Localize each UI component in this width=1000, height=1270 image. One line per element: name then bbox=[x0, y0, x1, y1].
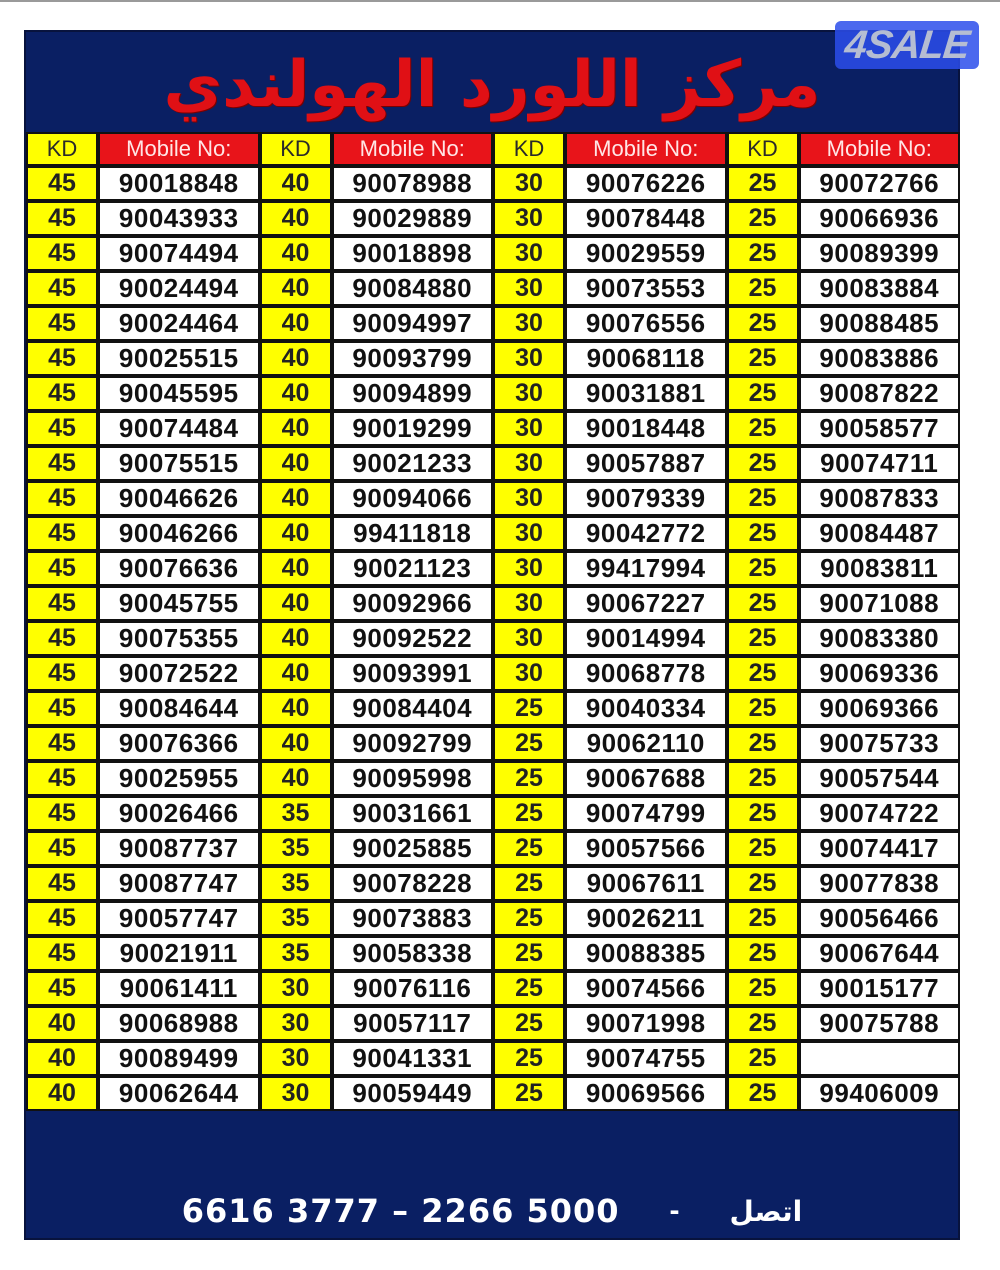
mobile-number-cell: 90084404 bbox=[332, 691, 494, 726]
price-cell: 40 bbox=[260, 726, 332, 761]
price-cell: 30 bbox=[260, 1041, 332, 1076]
mobile-number-cell: 90076636 bbox=[98, 551, 260, 586]
mobile-number-cell: 90018898 bbox=[332, 236, 494, 271]
mobile-number-cell: 90071998 bbox=[565, 1006, 727, 1041]
price-cell: 30 bbox=[260, 971, 332, 1006]
table-row bbox=[26, 271, 960, 306]
price-cell: 25 bbox=[727, 236, 799, 271]
price-cell: 45 bbox=[26, 411, 98, 446]
column-header-mobile: Mobile No: bbox=[799, 132, 961, 166]
price-cell: 25 bbox=[493, 761, 565, 796]
mobile-number-cell: 90087822 bbox=[799, 376, 961, 411]
mobile-number-cell: 90076116 bbox=[332, 971, 494, 1006]
mobile-number-cell: 90059449 bbox=[332, 1076, 494, 1111]
mobile-number-cell: 90074755 bbox=[565, 1041, 727, 1076]
mobile-number-cell: 90095998 bbox=[332, 761, 494, 796]
mobile-number-cell: 90026211 bbox=[565, 901, 727, 936]
price-cell: 25 bbox=[493, 691, 565, 726]
mobile-number-cell: 90074722 bbox=[799, 796, 961, 831]
4sale-watermark-badge bbox=[835, 21, 979, 69]
table-row bbox=[26, 621, 960, 656]
mobile-number-cell: 90071088 bbox=[799, 586, 961, 621]
price-cell: 25 bbox=[727, 936, 799, 971]
price-cell: 30 bbox=[493, 236, 565, 271]
table-row bbox=[26, 201, 960, 236]
price-cell: 45 bbox=[26, 691, 98, 726]
price-cell: 30 bbox=[260, 1006, 332, 1041]
price-cell: 45 bbox=[26, 306, 98, 341]
table-body bbox=[26, 166, 960, 1111]
table-row bbox=[26, 166, 960, 201]
mobile-number-cell: 90045755 bbox=[98, 586, 260, 621]
price-cell: 35 bbox=[260, 866, 332, 901]
price-cell: 25 bbox=[727, 201, 799, 236]
mobile-number-cell: 99406009 bbox=[799, 1076, 961, 1111]
price-cell: 35 bbox=[260, 901, 332, 936]
price-cell: 25 bbox=[727, 1006, 799, 1041]
price-cell: 30 bbox=[260, 1076, 332, 1111]
price-cell: 35 bbox=[260, 831, 332, 866]
table-row bbox=[26, 1006, 960, 1041]
price-cell: 25 bbox=[727, 341, 799, 376]
table-row bbox=[26, 831, 960, 866]
mobile-number-cell: 90078448 bbox=[565, 201, 727, 236]
price-cell: 40 bbox=[260, 621, 332, 656]
price-cell: 25 bbox=[727, 551, 799, 586]
mobile-number-cell: 99411818 bbox=[332, 516, 494, 551]
mobile-number-cell: 90093991 bbox=[332, 656, 494, 691]
mobile-number-cell: 90058577 bbox=[799, 411, 961, 446]
table-row bbox=[26, 341, 960, 376]
mobile-number-cell: 90089499 bbox=[98, 1041, 260, 1076]
column-header-mobile: Mobile No: bbox=[98, 132, 260, 166]
price-cell: 40 bbox=[260, 341, 332, 376]
price-cell: 45 bbox=[26, 271, 98, 306]
mobile-number-cell: 90021123 bbox=[332, 551, 494, 586]
mobile-number-cell: 90083886 bbox=[799, 341, 961, 376]
price-cell: 25 bbox=[727, 656, 799, 691]
price-cell: 30 bbox=[493, 271, 565, 306]
mobile-number-cell: 90025885 bbox=[332, 831, 494, 866]
mobile-number-cell: 90078988 bbox=[332, 166, 494, 201]
mobile-number-cell: 90019299 bbox=[332, 411, 494, 446]
mobile-number-cell: 90018448 bbox=[565, 411, 727, 446]
mobile-number-cell: 90068118 bbox=[565, 341, 727, 376]
mobile-number-cell: 90073553 bbox=[565, 271, 727, 306]
table-row bbox=[26, 1076, 960, 1111]
price-cell: 30 bbox=[493, 446, 565, 481]
column-header-kd: KD bbox=[493, 132, 565, 166]
table-row bbox=[26, 726, 960, 761]
price-cell: 40 bbox=[260, 516, 332, 551]
mobile-number-cell: 90069366 bbox=[799, 691, 961, 726]
mobile-number-cell: 90043933 bbox=[98, 201, 260, 236]
price-cell: 45 bbox=[26, 551, 98, 586]
mobile-number-cell: 90075733 bbox=[799, 726, 961, 761]
mobile-number-cell: 90018848 bbox=[98, 166, 260, 201]
price-cell: 25 bbox=[493, 936, 565, 971]
mobile-number-cell: 90041331 bbox=[332, 1041, 494, 1076]
table-row bbox=[26, 411, 960, 446]
price-cell: 25 bbox=[727, 831, 799, 866]
mobile-number-cell: 90076556 bbox=[565, 306, 727, 341]
mobile-number-cell: 90042772 bbox=[565, 516, 727, 551]
price-cell: 45 bbox=[26, 201, 98, 236]
mobile-number-cell: 90075355 bbox=[98, 621, 260, 656]
mobile-number-cell: 90024494 bbox=[98, 271, 260, 306]
mobile-number-cell: 90026466 bbox=[98, 796, 260, 831]
price-cell: 30 bbox=[493, 481, 565, 516]
column-header-kd: KD bbox=[727, 132, 799, 166]
mobile-number-cell: 90087833 bbox=[799, 481, 961, 516]
mobile-number-cell: 90025515 bbox=[98, 341, 260, 376]
mobile-number-cell: 90093799 bbox=[332, 341, 494, 376]
price-cell: 45 bbox=[26, 446, 98, 481]
table-row bbox=[26, 796, 960, 831]
mobile-number-cell: 90046626 bbox=[98, 481, 260, 516]
column-header-kd: KD bbox=[26, 132, 98, 166]
mobile-number-cell: 90057887 bbox=[565, 446, 727, 481]
price-cell: 30 bbox=[493, 166, 565, 201]
mobile-number-cell: 90029889 bbox=[332, 201, 494, 236]
price-cell: 35 bbox=[260, 936, 332, 971]
mobile-number-cell: 90076226 bbox=[565, 166, 727, 201]
mobile-number-cell: 90066936 bbox=[799, 201, 961, 236]
mobile-number-cell: 90087737 bbox=[98, 831, 260, 866]
contact-footer bbox=[26, 1184, 958, 1238]
table-row bbox=[26, 1041, 960, 1076]
table-row bbox=[26, 761, 960, 796]
price-cell: 30 bbox=[493, 621, 565, 656]
price-cell: 30 bbox=[493, 551, 565, 586]
mobile-number-cell: 90021233 bbox=[332, 446, 494, 481]
table-row bbox=[26, 691, 960, 726]
price-cell: 45 bbox=[26, 621, 98, 656]
mobile-number-cell: 90092799 bbox=[332, 726, 494, 761]
mobile-number-cell: 90045595 bbox=[98, 376, 260, 411]
title-band bbox=[26, 32, 958, 132]
mobile-number-cell: 90083884 bbox=[799, 271, 961, 306]
mobile-number-cell: 90083380 bbox=[799, 621, 961, 656]
mobile-number-cell: 90021911 bbox=[98, 936, 260, 971]
price-cell: 45 bbox=[26, 726, 98, 761]
price-cell: 25 bbox=[727, 446, 799, 481]
price-cell: 45 bbox=[26, 936, 98, 971]
price-cell: 25 bbox=[493, 866, 565, 901]
price-cell: 25 bbox=[727, 761, 799, 796]
mobile-number-cell: 90077838 bbox=[799, 866, 961, 901]
price-cell: 30 bbox=[493, 586, 565, 621]
mobile-number-cell: 90062110 bbox=[565, 726, 727, 761]
table-row bbox=[26, 936, 960, 971]
price-cell: 25 bbox=[493, 1041, 565, 1076]
page-title: مركز اللورد الهولندي bbox=[163, 48, 821, 122]
mobile-number-cell: 90084644 bbox=[98, 691, 260, 726]
table-row bbox=[26, 901, 960, 936]
price-cell: 45 bbox=[26, 901, 98, 936]
price-cell: 25 bbox=[727, 1041, 799, 1076]
price-cell: 25 bbox=[493, 971, 565, 1006]
table-row bbox=[26, 586, 960, 621]
mobile-number-cell: 90074566 bbox=[565, 971, 727, 1006]
price-cell: 30 bbox=[493, 341, 565, 376]
price-cell: 30 bbox=[493, 201, 565, 236]
price-cell: 25 bbox=[493, 901, 565, 936]
price-cell: 40 bbox=[260, 586, 332, 621]
price-cell: 45 bbox=[26, 516, 98, 551]
table-row bbox=[26, 446, 960, 481]
mobile-number-cell: 90068778 bbox=[565, 656, 727, 691]
price-cell: 45 bbox=[26, 761, 98, 796]
mobile-number-cell: 90094899 bbox=[332, 376, 494, 411]
table-row bbox=[26, 236, 960, 271]
badge-text: 4SALE bbox=[842, 22, 972, 67]
price-cell: 40 bbox=[260, 481, 332, 516]
price-cell: 25 bbox=[727, 376, 799, 411]
mobile-number-cell: 90069566 bbox=[565, 1076, 727, 1111]
mobile-number-cell: 90058338 bbox=[332, 936, 494, 971]
mobile-number-cell: 90088485 bbox=[799, 306, 961, 341]
contact-phones: 6616 3777 – 2266 5000 bbox=[181, 1192, 620, 1230]
mobile-number-cell: 90074711 bbox=[799, 446, 961, 481]
price-cell: 45 bbox=[26, 341, 98, 376]
price-cell: 25 bbox=[727, 901, 799, 936]
mobile-number-cell: 90087747 bbox=[98, 866, 260, 901]
price-cell: 45 bbox=[26, 971, 98, 1006]
mobile-number-cell: 90068988 bbox=[98, 1006, 260, 1041]
price-cell: 40 bbox=[26, 1076, 98, 1111]
price-cell: 40 bbox=[26, 1006, 98, 1041]
price-cell: 45 bbox=[26, 656, 98, 691]
mobile-number-cell: 90040334 bbox=[565, 691, 727, 726]
price-cell: 40 bbox=[260, 446, 332, 481]
mobile-number-cell: 90094997 bbox=[332, 306, 494, 341]
mobile-number-cell: 90031661 bbox=[332, 796, 494, 831]
column-header-mobile: Mobile No: bbox=[565, 132, 727, 166]
price-cell: 40 bbox=[260, 761, 332, 796]
mobile-number-cell: 90084880 bbox=[332, 271, 494, 306]
price-cell: 40 bbox=[260, 551, 332, 586]
call-label: اتصل bbox=[729, 1194, 803, 1228]
table-row bbox=[26, 376, 960, 411]
mobile-number-cell: 90074799 bbox=[565, 796, 727, 831]
price-cell: 30 bbox=[493, 376, 565, 411]
mobile-number-cell: 90057747 bbox=[98, 901, 260, 936]
price-cell: 45 bbox=[26, 376, 98, 411]
table-row bbox=[26, 971, 960, 1006]
mobile-number-cell: 90079339 bbox=[565, 481, 727, 516]
mobile-number-cell: 90092966 bbox=[332, 586, 494, 621]
mobile-number-cell: 90088385 bbox=[565, 936, 727, 971]
mobile-number-cell: 90031881 bbox=[565, 376, 727, 411]
mobile-number-cell: 90067227 bbox=[565, 586, 727, 621]
mobile-number-cell: 90046266 bbox=[98, 516, 260, 551]
price-cell: 45 bbox=[26, 236, 98, 271]
price-cell: 25 bbox=[727, 796, 799, 831]
price-cell: 25 bbox=[727, 166, 799, 201]
price-cell: 30 bbox=[493, 306, 565, 341]
price-cell: 30 bbox=[493, 411, 565, 446]
price-cell: 35 bbox=[260, 796, 332, 831]
price-cell: 25 bbox=[727, 726, 799, 761]
price-cell: 25 bbox=[727, 516, 799, 551]
mobile-number-cell: 90084487 bbox=[799, 516, 961, 551]
mobile-number-cell bbox=[799, 1041, 961, 1076]
price-cell: 25 bbox=[727, 691, 799, 726]
price-list-poster bbox=[24, 30, 960, 1240]
mobile-number-cell: 90061411 bbox=[98, 971, 260, 1006]
price-cell: 25 bbox=[727, 1076, 799, 1111]
price-cell: 25 bbox=[727, 306, 799, 341]
price-cell: 40 bbox=[26, 1041, 98, 1076]
price-cell: 25 bbox=[727, 866, 799, 901]
mobile-number-cell: 90092522 bbox=[332, 621, 494, 656]
mobile-number-cell: 90029559 bbox=[565, 236, 727, 271]
price-cell: 45 bbox=[26, 831, 98, 866]
price-cell: 25 bbox=[493, 831, 565, 866]
mobile-number-cell: 90057117 bbox=[332, 1006, 494, 1041]
mobile-number-cell: 90014994 bbox=[565, 621, 727, 656]
table-row bbox=[26, 866, 960, 901]
table-row bbox=[26, 306, 960, 341]
table-row bbox=[26, 551, 960, 586]
top-border-line bbox=[0, 0, 1000, 2]
price-cell: 40 bbox=[260, 166, 332, 201]
price-cell: 40 bbox=[260, 306, 332, 341]
column-header-mobile: Mobile No: bbox=[332, 132, 494, 166]
price-cell: 30 bbox=[493, 656, 565, 691]
mobile-number-cell: 90072522 bbox=[98, 656, 260, 691]
mobile-number-cell: 90089399 bbox=[799, 236, 961, 271]
price-cell: 45 bbox=[26, 796, 98, 831]
price-cell: 25 bbox=[493, 726, 565, 761]
mobile-number-cell: 90069336 bbox=[799, 656, 961, 691]
price-cell: 40 bbox=[260, 691, 332, 726]
mobile-number-cell: 90024464 bbox=[98, 306, 260, 341]
mobile-number-cell: 90075788 bbox=[799, 1006, 961, 1041]
price-cell: 45 bbox=[26, 481, 98, 516]
table-row bbox=[26, 516, 960, 551]
table-row bbox=[26, 656, 960, 691]
mobile-number-cell: 90062644 bbox=[98, 1076, 260, 1111]
table-row bbox=[26, 481, 960, 516]
mobile-number-cell: 90073883 bbox=[332, 901, 494, 936]
price-cell: 40 bbox=[260, 411, 332, 446]
price-cell: 40 bbox=[260, 236, 332, 271]
mobile-number-cell: 90057566 bbox=[565, 831, 727, 866]
mobile-number-cell: 90075515 bbox=[98, 446, 260, 481]
price-cell: 40 bbox=[260, 376, 332, 411]
mobile-number-cell: 90094066 bbox=[332, 481, 494, 516]
mobile-number-cell: 90056466 bbox=[799, 901, 961, 936]
price-cell: 25 bbox=[727, 971, 799, 1006]
numbers-table bbox=[26, 132, 960, 1111]
mobile-number-cell: 90074417 bbox=[799, 831, 961, 866]
mobile-number-cell: 90074484 bbox=[98, 411, 260, 446]
mobile-number-cell: 99417994 bbox=[565, 551, 727, 586]
price-cell: 25 bbox=[727, 586, 799, 621]
mobile-number-cell: 90083811 bbox=[799, 551, 961, 586]
mobile-number-cell: 90076366 bbox=[98, 726, 260, 761]
price-cell: 25 bbox=[727, 411, 799, 446]
mobile-number-cell: 90074494 bbox=[98, 236, 260, 271]
mobile-number-cell: 90072766 bbox=[799, 166, 961, 201]
price-cell: 45 bbox=[26, 866, 98, 901]
mobile-number-cell: 90078228 bbox=[332, 866, 494, 901]
mobile-number-cell: 90015177 bbox=[799, 971, 961, 1006]
column-header-kd: KD bbox=[260, 132, 332, 166]
price-cell: 25 bbox=[727, 271, 799, 306]
mobile-number-cell: 90067688 bbox=[565, 761, 727, 796]
price-cell: 25 bbox=[727, 481, 799, 516]
table-header-row bbox=[26, 132, 960, 166]
price-cell: 25 bbox=[493, 796, 565, 831]
price-cell: 40 bbox=[260, 201, 332, 236]
mobile-number-cell: 90067644 bbox=[799, 936, 961, 971]
price-cell: 45 bbox=[26, 166, 98, 201]
price-cell: 30 bbox=[493, 516, 565, 551]
price-cell: 45 bbox=[26, 586, 98, 621]
price-cell: 25 bbox=[493, 1076, 565, 1111]
price-cell: 25 bbox=[727, 621, 799, 656]
mobile-number-cell: 90057544 bbox=[799, 761, 961, 796]
price-cell: 40 bbox=[260, 656, 332, 691]
price-cell: 25 bbox=[493, 1006, 565, 1041]
mobile-number-cell: 90067611 bbox=[565, 866, 727, 901]
price-cell: 40 bbox=[260, 271, 332, 306]
separator: - bbox=[669, 1194, 680, 1227]
mobile-number-cell: 90025955 bbox=[98, 761, 260, 796]
